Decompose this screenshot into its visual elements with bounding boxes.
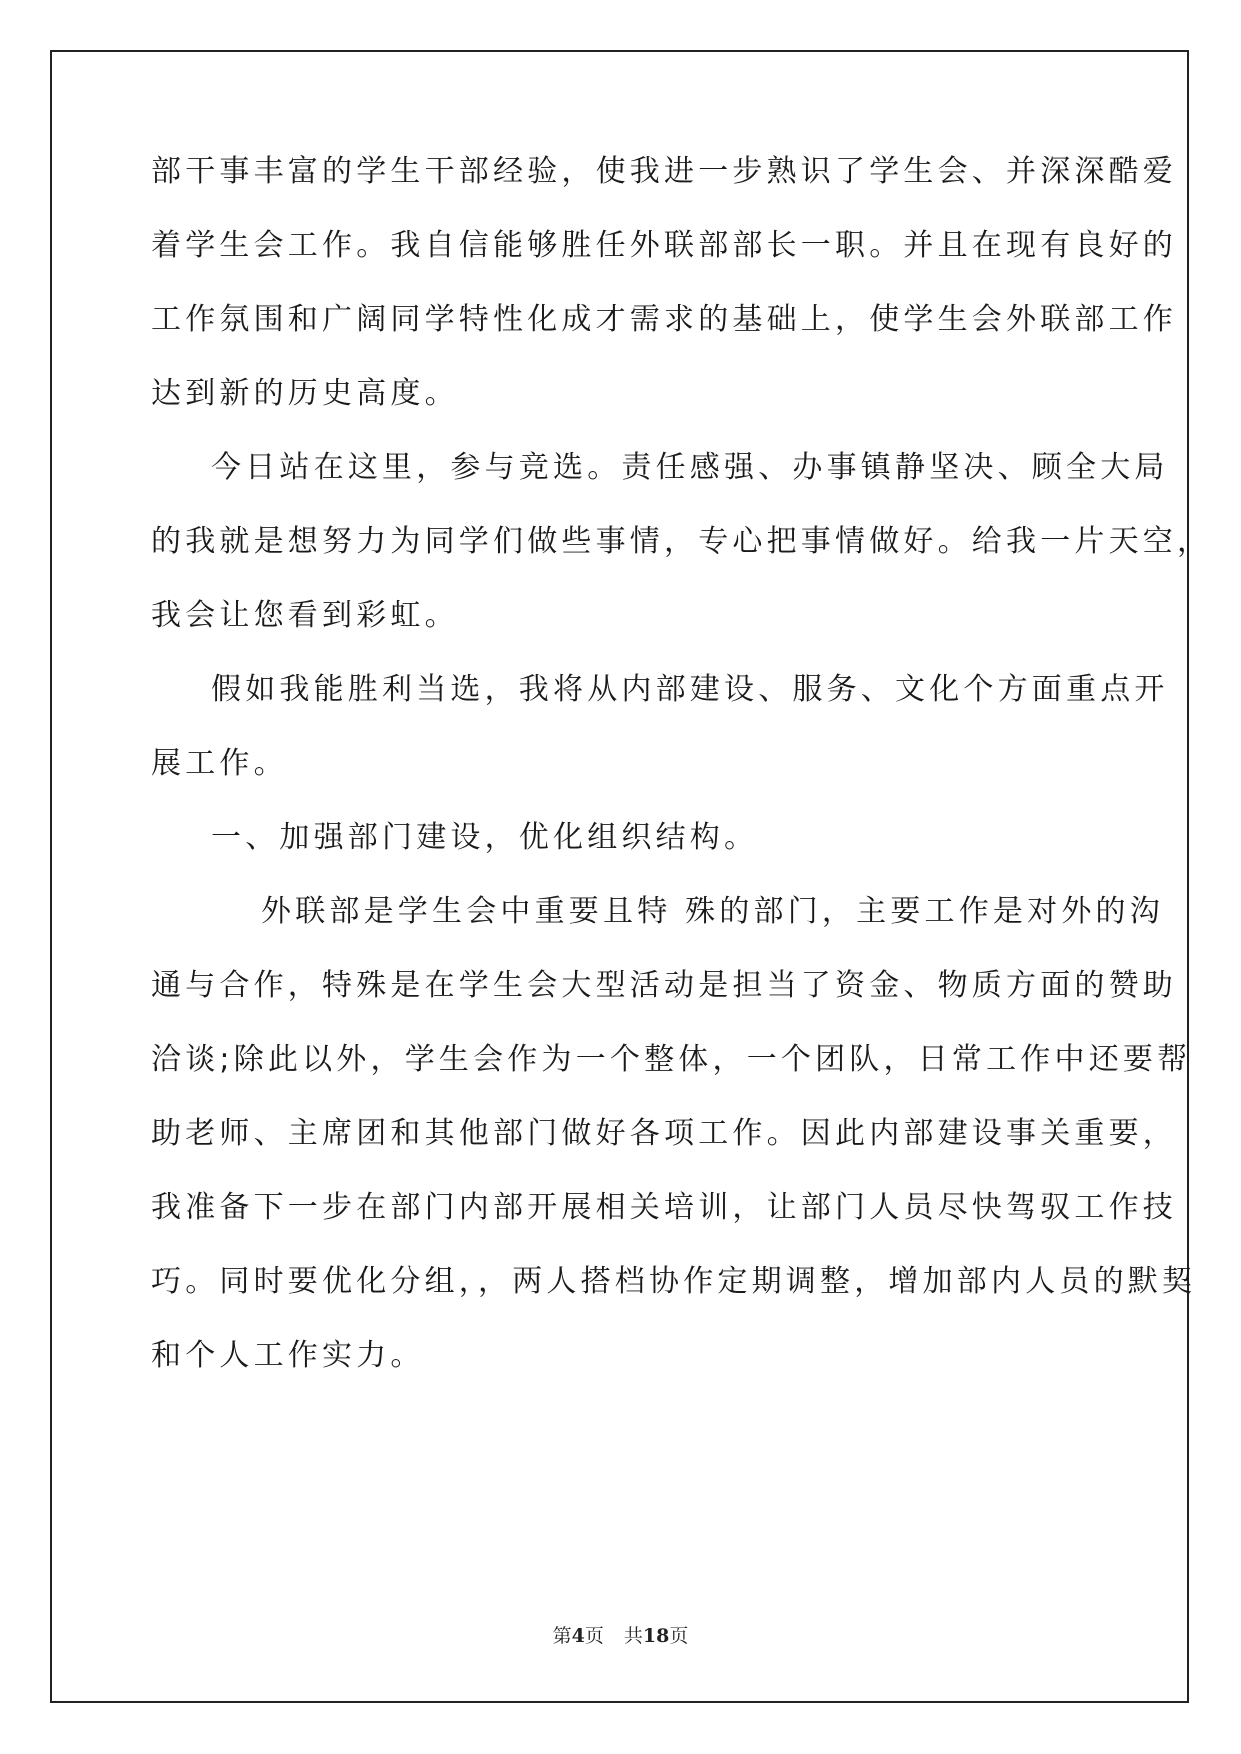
total-suffix: 页 bbox=[669, 1625, 689, 1647]
text-line: 外联部是学生会中重要且特 殊的部门，主要工作是对外的沟 bbox=[261, 894, 1164, 929]
text-line: 部干事丰富的学生干部经验，使我进一步熟识了学生会、并深深酷爱 bbox=[151, 154, 1177, 189]
section-heading: 一、加强部门建设，优化组织结构。 bbox=[211, 820, 759, 855]
text-line: 我会让您看到彩虹。 bbox=[151, 598, 459, 633]
text-line: 今日站在这里，参与竞选。责任感强、办事镇静坚决、顾全大局 bbox=[211, 450, 1169, 485]
text-line: 洽谈;除此以外，学生会作为一个整体，一个团队，日常工作中还要帮 bbox=[151, 1042, 1192, 1077]
text-line: 巧。同时要优化分组，，两人搭档协作定期调整，增加部内人员的默契 bbox=[151, 1264, 1197, 1299]
text-line: 展工作。 bbox=[151, 746, 288, 781]
text-line: 助老师、主席团和其他部门做好各项工作。因此内部建设事关重要， bbox=[151, 1116, 1177, 1151]
text-line: 和个人工作实力。 bbox=[151, 1338, 425, 1373]
page-number: 4 bbox=[571, 1625, 585, 1647]
page-prefix: 第 bbox=[552, 1625, 572, 1647]
page-border bbox=[50, 50, 1192, 1703]
text-line: 的我就是想努力为同学们做些事情，专心把事情做好。给我一片天空， bbox=[151, 524, 1212, 559]
text-line: 假如我能胜利当选，我将从内部建设、服务、文化个方面重点开 bbox=[211, 672, 1169, 707]
total-pages: 18 bbox=[642, 1625, 670, 1647]
text-line: 通与合作，特殊是在学生会大型活动是担当了资金、物质方面的赞助 bbox=[151, 968, 1177, 1003]
text-line: 达到新的历史高度。 bbox=[151, 376, 459, 411]
page-suffix: 页 bbox=[584, 1625, 604, 1647]
text-line: 着学生会工作。我自信能够胜任外联部部长一职。并且在现有良好的 bbox=[151, 228, 1177, 263]
text-line: 我准备下一步在部门内部开展相关培训，让部门人员尽快驾驭工作技 bbox=[151, 1190, 1177, 1225]
text-line: 工作氛围和广阔同学特性化成才需求的基础上，使学生会外联部工作 bbox=[151, 302, 1177, 337]
total-prefix: 共 bbox=[623, 1625, 643, 1647]
page-footer bbox=[0, 1621, 1241, 1648]
